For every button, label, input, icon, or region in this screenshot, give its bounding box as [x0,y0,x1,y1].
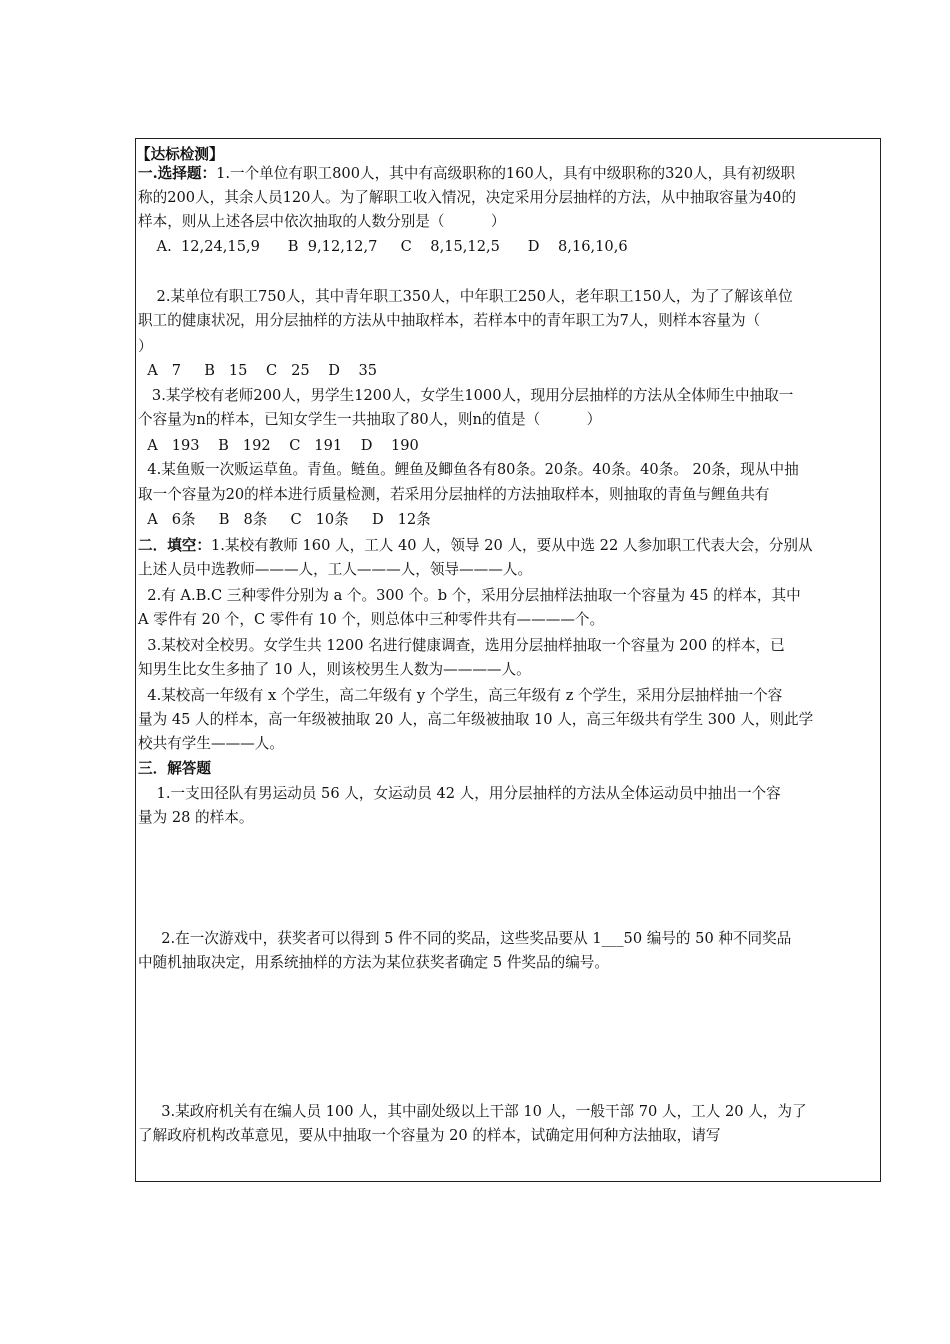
line-text: 1.一个单位有职工800人，其中有高级职称的160人，具有中级职称的320人，具有初级职 [216,165,796,182]
line-text: 样本，则从上述各层中依次抽取的人数分别是（ ） [138,213,506,230]
line-text: 取一个容量为20的样本进行质量检测，若采用分层抽样的方法抽取样本，则抽取的青鱼与鲤鱼共有 [138,486,770,503]
line-text: A. 12,24,15,9 B 9,12,12,7 C 8,15,12,5 D 8,16,10,6 [138,238,628,255]
text-line [138,1102,807,1122]
line-text: 3.某政府机关有在编人员 100 人，其中副处级以上干部 10 人，一般干部 70 人，工人 20 人，为了 [138,1103,807,1120]
line-text: A 6条 B 8条 C 10条 D 12条 [138,511,431,528]
text-line [138,686,782,706]
line-text: 中随机抽取决定，用系统抽样的方法为某位获奖者确定 5 件奖品的编号。 [138,954,609,971]
text-line [138,586,801,606]
text-line [138,953,609,973]
text-line [138,510,431,530]
line-text: 上述人员中选教师———人，工人———人，领导———人。 [138,561,533,578]
text-line [138,410,601,430]
text-line [138,660,531,680]
text-line [138,237,628,257]
text-line [138,386,793,406]
text-line [138,710,813,730]
text-line [138,361,377,381]
line-text: 校共有学生———人。 [138,735,284,752]
line-text: 了解政府机构改革意见，要从中抽取一个容量为 20 的样本，试确定用何种方法抽取，请写 [138,1127,721,1144]
line-text: A 7 B 15 C 25 D 35 [138,362,378,379]
text-line [138,610,604,630]
line-text: 量为 45 人的样本，高一年级被抽取 20 人，高二年级被抽取 10 人，高三年级共有学生 300 人，则此学 [138,711,814,728]
line-text: ） [138,338,153,355]
text-line [138,337,153,357]
text-line [138,536,813,556]
line-text: 3.某学校有老师200人，男学生1200人，女学生1000人，现用分层抽样的方法从全体师生中抽取一 [138,387,794,404]
text-line [138,784,781,804]
text-line [138,560,532,580]
text-line [138,1126,720,1146]
text-line [138,460,799,480]
exercise-box [135,138,881,1182]
line-text: 1.某校有教师 160 人，工人 40 人，领导 20 人，要从中选 22 人参加职工代表大会，分别从 [210,537,813,554]
line-text: 称的200人，其余人员120人。为了解职工收入情况，决定采用分层抽样的方法，从中抽取容量为40的 [138,189,797,206]
text-line [138,212,505,232]
text-line [138,808,253,828]
text-line [138,734,284,754]
text-line [138,929,791,949]
text-line [138,287,793,307]
text-line [138,164,795,184]
text-line [138,759,211,779]
line-text: 3.某校对全校男。女学生共 1200 名进行健康调查，选用分层抽样抽取一个容量为 200 的样本，已 [138,637,785,654]
line-text: A 零件有 20 个，C 零件有 10 个，则总体中三种零件共有————个。 [138,611,605,628]
text-line [138,188,796,208]
line-text: A 193 B 192 C 191 D 190 [138,437,419,454]
text-line [138,636,785,656]
text-line [138,436,419,456]
line-text: 知男生比女生多抽了 10 人，则该校男生人数为————人。 [138,661,531,678]
section-title: 三．解答题 [138,760,211,777]
line-text: 2.在一次游戏中，获奖者可以得到 5 件不同的奖品，这些奖品要从 1___50 编号的 50 种不同奖品 [138,930,792,947]
section-title: 一.选择题： [138,165,217,182]
line-text: 1.一支田径队有男运动员 56 人，女运动员 42 人，用分层抽样的方法从全体运动员中抽出一个容 [138,785,781,802]
text-line [138,485,770,505]
section-title: 二．填空： [138,537,211,554]
text-line [138,311,760,331]
line-text: 2.某单位有职工750人，其中青年职工350人，中年职工250人，老年职工150人，为了了解该单位 [138,288,793,305]
line-text: 职工的健康状况，用分层抽样的方法从中抽取样本，若样本中的青年职工为7人，则样本容量为（ [138,312,761,329]
line-text: 4.某鱼贩一次贩运草鱼。青鱼。鲢鱼。鲤鱼及鲫鱼各有80条。20条。40条。40条。 20条，现从中抽 [138,461,799,478]
section-header: 【达标检测】 [136,146,224,163]
line-text: 个容量为n的样本，已知女学生一共抽取了80人，则n的值是（ ） [138,411,602,428]
line-text: 2.有 A.B.C 三种零件分别为 a 个。300 个。b 个，采用分层抽样法抽取一个容量为 45 的样本，其中 [138,587,801,604]
line-text: 4.某校高一年级有 x 个学生，高二年级有 y 个学生，高三年级有 z 个学生，采用分层抽样抽一个容 [138,687,783,704]
line-text: 量为 28 的样本。 [138,809,254,826]
